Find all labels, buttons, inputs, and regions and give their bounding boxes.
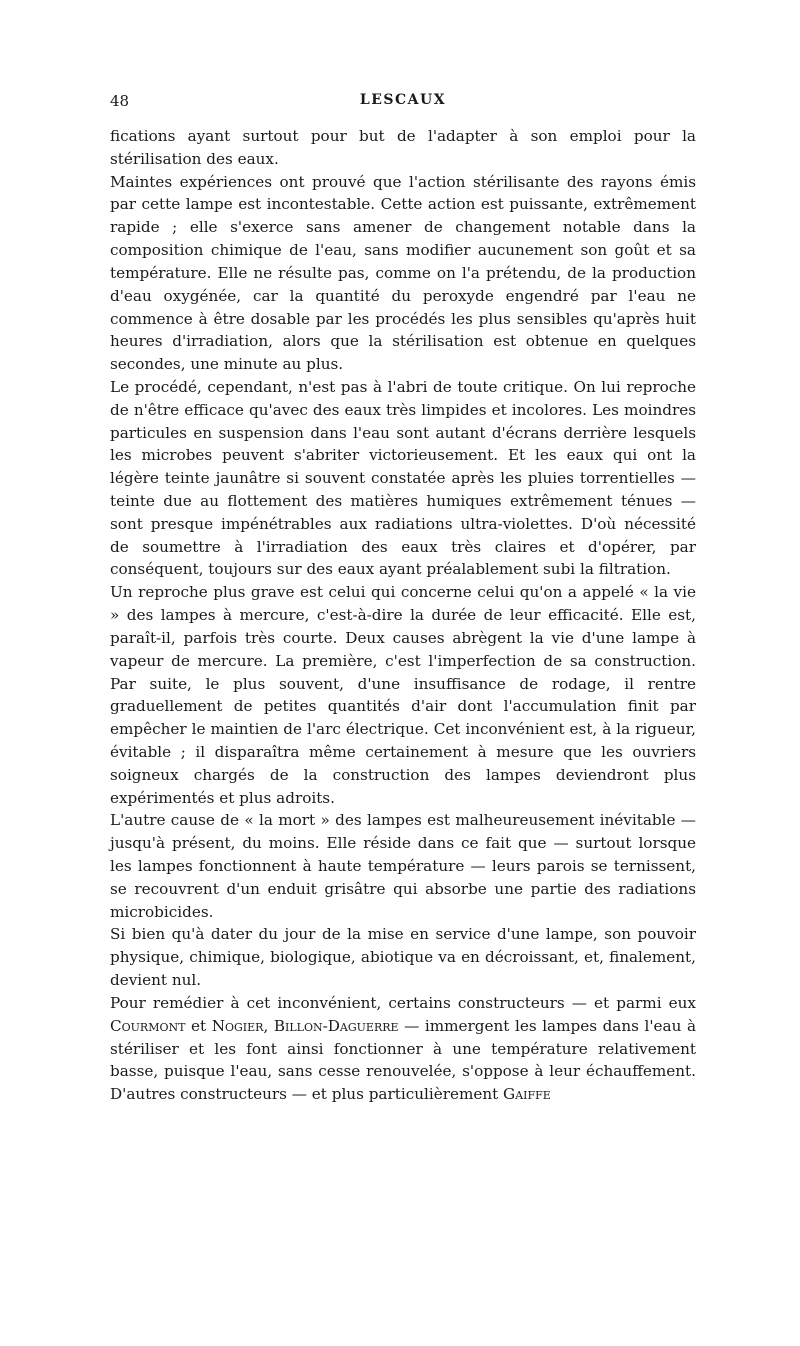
page-number: 48: [110, 92, 130, 110]
text-run: Pour remédier à cet inconvénient, certains constructeurs — et parmi eux: [110, 993, 696, 1012]
paragraph: Le procédé, cependant, n'est pas à l'abri de toute critique. On lui reproche de n'être efficace qu'avec des eaux très limpides et incolores. Les moindres particules en suspension dans l'eau sont autant d'écrans derrière lesquels les microbes peuvent s'abriter victorieusement. Et les eaux qui ont la légère teinte jaunâtre si souvent constatée après les pluies torrentielles — teinte due au flottement des matières humiques extrêmement ténues — sont presque impénétrables aux radiations ultra-violettes. D'où nécessité de soumettre à l'irradiation des eaux très claires et d'opérer, par conséquent, toujours sur des eaux ayant préalablement subi la filtration.: [110, 377, 696, 579]
paragraph-last: [110, 992, 696, 1106]
author-name: Nogier: [211, 1016, 264, 1035]
running-head: LESCAUX: [359, 92, 447, 108]
book-page: [110, 92, 696, 1106]
paragraph: Si bien qu'à dater du jour de la mise en service d'une lampe, son pouvoir physique, chimique, biologique, abiotique va en décroissant, et, finalement, devient nul.: [110, 925, 696, 990]
text-run: et: [185, 1016, 212, 1035]
text-run: — immergent les lampes dans l'eau à stériliser et les font ainsi fonctionner à une température relativement basse, puisque l'eau, sans cesse renouvelée, s'oppose à leur échauffement. D'autres constructeurs — et plus particulièrement: [110, 1016, 696, 1104]
author-name: Gaiffe: [503, 1085, 551, 1104]
paragraph: L'autre cause de « la mort » des lampes est malheureusement inévitable — jusqu'à présent, du moins. Elle réside dans ce fait que — surtout lorsque les lampes fonctionnent à haute température — leurs parois se ternissent, se recouvrent d'un enduit grisâtre qui absorbe une partie des radiations microbicides.: [110, 811, 696, 921]
paragraph: Un reproche plus grave est celui qui concerne celui qu'on a appelé « la vie » des lampes à mercure, c'est-à-dire la durée de leur efficacité. Elle est, paraît-il, parfois très courte. Deux causes abrègent la vie d'une lampe à vapeur de mercure. La première, c'est l'imperfection de sa construction. Par suite, le plus souvent, d'une insuffisance de rodage, il rentre graduellement de petites quantités d'air dont l'accumulation finit par empêcher le maintien de l'arc électrique. Cet inconvénient est, à la rigueur, évitable ; il disparaîtra même certainement à mesure que les ouvriers soigneux chargés de la construction des lampes deviendront plus expérimentés et plus adroits.: [110, 583, 696, 807]
paragraph: Maintes expériences ont prouvé que l'action stérilisante des rayons émis par cette lampe est incontestable. Cette action est puissante, extrêmement rapide ; elle s'exerce sans amener de changement notable dans la composition chimique de l'eau, sans modifier aucunement son goût et sa température. Elle ne résulte pas, comme on l'a prétendu, de la production d'eau oxygénée, car la quantité du peroxyde engendré par l'eau ne commence à être dosable par les procédés les plus sensibles qu'après huit heures d'irradiation, alors que la stérilisation est obtenue en quelques secondes, une minute au plus.: [110, 172, 696, 374]
text-run: ,: [263, 1016, 274, 1035]
author-name: Courmont: [110, 1016, 186, 1035]
body-text: [110, 125, 696, 1106]
paragraph: fications ayant surtout pour but de l'adapter à son emploi pour la stérilisation des eaux.: [110, 127, 696, 168]
author-name: Billon-Daguerre: [273, 1016, 399, 1035]
page-header: [110, 92, 696, 114]
